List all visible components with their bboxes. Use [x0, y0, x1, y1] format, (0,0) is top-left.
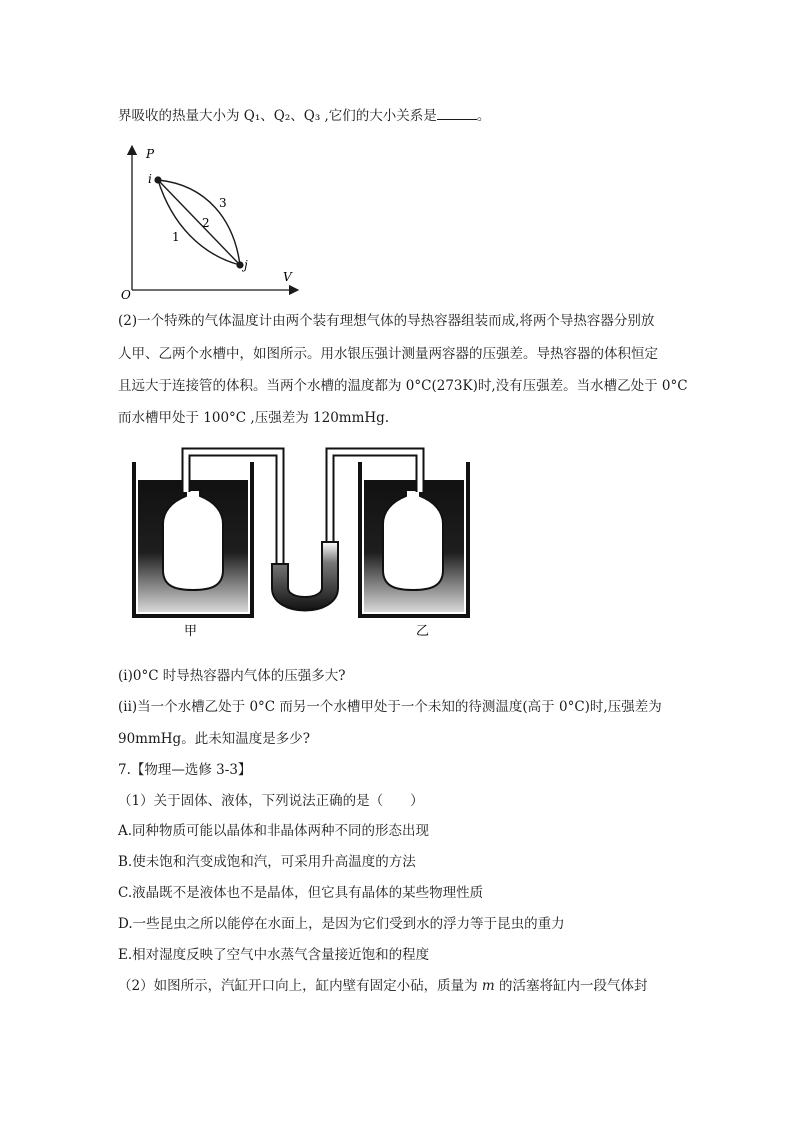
container-yi: [383, 490, 443, 590]
q2-line-4: 而水槽甲处于 100°C ,压强差为 120mmHg.: [118, 410, 390, 426]
v-axis-label: V: [283, 270, 292, 284]
label-yi: 乙: [416, 623, 430, 638]
container-jia: [163, 490, 223, 590]
label-path-1: 1: [172, 230, 180, 244]
option-b: B.使未饱和汽变成饱和汽，可采用升高温度的方法: [118, 854, 416, 870]
sub-question-i: (i)0°C 时导热容器内气体的压强多大?: [118, 668, 346, 684]
point-j: [236, 261, 243, 268]
path-2: [158, 180, 240, 265]
pv-diagram: [112, 140, 302, 305]
p-axis-label: P: [146, 147, 155, 161]
thermometer-apparatus: [126, 440, 486, 640]
option-e: E.相对湿度反映了空气中水蒸气含量接近饱和的程度: [118, 947, 430, 963]
option-a: A.同种物质可能以晶体和非晶体两种不同的形态出现: [118, 823, 430, 839]
label-jia: 甲: [184, 623, 198, 638]
q2-line-1: (2)一个特殊的气体温度计由两个装有理想气体的导热容器组装而成,将两个导热容器分别放: [118, 313, 655, 329]
sub-question-ii-line-2: 90mmHg。此未知温度是多少?: [118, 731, 310, 747]
sub-question-ii-line-1: (ii)当一个水槽乙处于 0°C 而另一个水槽甲处于一个未知的待测温度(高于 0°C)时,压强差为: [118, 699, 662, 715]
option-c: C.液晶既不是液体也不是晶体，但它具有晶体的某些物理性质: [118, 885, 484, 901]
mass-variable: m: [481, 978, 495, 994]
intro-line: 界吸收的热量大小为 Q₁、Q₂、Q₃ ,它们的大小关系是 。: [118, 108, 491, 124]
point-i: [154, 176, 161, 183]
q7-sub2: （2）如图所示，汽缸开口向上，缸内壁有固定小砧，质量为 m 的活塞将缸内一段气体封: [118, 978, 648, 994]
option-d: D.一些昆虫之所以能停在水面上，是因为它们受到水的浮力等于昆虫的重力: [118, 916, 565, 932]
label-j: j: [244, 258, 248, 272]
answer-blank: [437, 107, 477, 120]
q2-line-2: 人甲、乙两个水槽中，如图所示。用水银压强计测量两容器的压强差。导热容器的体积恒定: [118, 346, 658, 362]
label-path-2: 2: [202, 216, 210, 230]
label-i: i: [148, 172, 152, 186]
q2-line-3: 且远大于连接管的体积。当两个水槽的温度都为 0°C(273K)时,没有压强差。当水槽乙处于 0°C: [118, 378, 688, 394]
q7-sub1: （1）关于固体、液体，下列说法正确的是（ ）: [118, 793, 424, 809]
q7-title: 7.【物理—选修 3-3】: [118, 762, 252, 778]
origin-label: O: [121, 288, 131, 302]
label-path-3: 3: [219, 196, 227, 210]
